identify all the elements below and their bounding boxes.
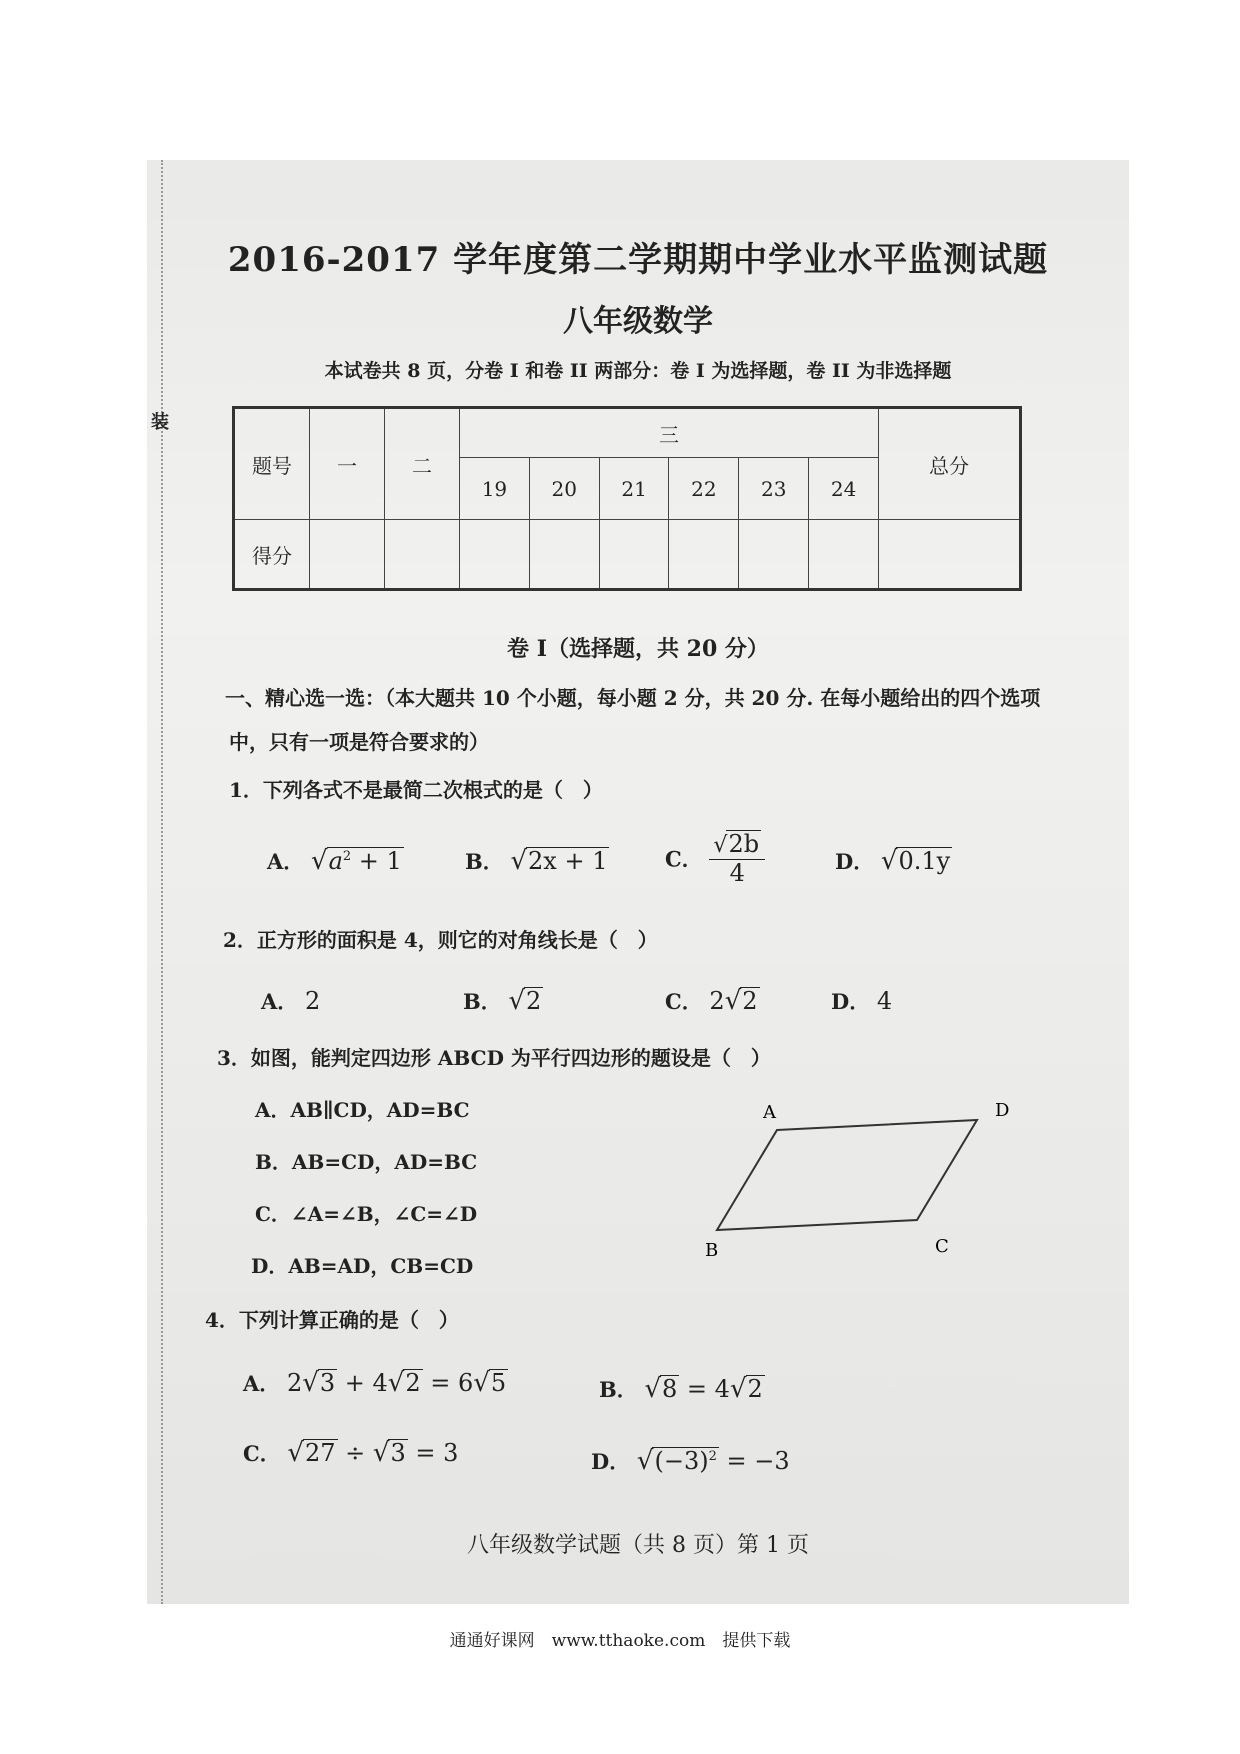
- option-value: 27: [304, 1439, 336, 1467]
- option-operator: =: [422, 1369, 459, 1397]
- option-value: = 3: [407, 1439, 459, 1467]
- score-cell: [669, 520, 739, 590]
- option-label: A．: [261, 989, 299, 1014]
- option-value: 3: [390, 1439, 406, 1467]
- option-operator: =: [679, 1375, 715, 1403]
- option-value: 2x + 1: [528, 847, 608, 875]
- question-3-stem: 3．如图，能判定四边形 ABCD 为平行四边形的题设是（ ）: [217, 1046, 771, 1070]
- exam-sheet: [147, 160, 1129, 1604]
- option-value: 8: [662, 1375, 678, 1403]
- question-4-option-d: D． $√(-3)^2 = -3$: [591, 1446, 790, 1476]
- score-cell: [460, 520, 530, 590]
- option-value: (−3): [654, 1447, 709, 1475]
- score-table-col-three: 三: [460, 408, 879, 458]
- option-value: = −3: [718, 1447, 790, 1475]
- option-operator: ÷: [337, 1439, 373, 1467]
- score-table-subcol: 22: [669, 458, 739, 520]
- option-operator: +: [337, 1369, 373, 1397]
- option-value: 3: [319, 1369, 336, 1397]
- question-2-option-b: B． √2: [463, 986, 542, 1016]
- question-4-option-c: C． √27 ÷ √3 = 3: [243, 1438, 459, 1468]
- parallelogram-figure: [707, 1100, 1027, 1300]
- question-3-option-b: B．AB=CD，AD=BC: [255, 1150, 478, 1174]
- question-4-stem: 4．下列计算正确的是（ ）: [205, 1308, 459, 1332]
- score-cell: [529, 520, 599, 590]
- score-cell: [879, 520, 1021, 590]
- question-1-option-a: A． $√a^2 + 1$: [267, 846, 402, 876]
- vertex-c-label: C: [935, 1236, 949, 1257]
- option-label: B．: [599, 1377, 638, 1402]
- option-label: D．: [835, 849, 875, 874]
- question-2-option-c: C． 2√2: [665, 986, 758, 1016]
- score-table-subcol: 21: [599, 458, 669, 520]
- option-label: A．: [267, 849, 305, 874]
- question-4-option-b: B． √8 = 4√2: [599, 1374, 763, 1404]
- question-1-stem: 1．下列各式不是最简二次根式的是（ ）: [229, 778, 603, 802]
- score-table-subcol: 24: [809, 458, 879, 520]
- score-table: [232, 406, 1022, 591]
- option-label: C．: [665, 846, 703, 872]
- score-cell: [385, 520, 460, 590]
- option-value: 4: [729, 858, 745, 887]
- section-instruction: 一、精心选一选：（本大题共 10 个小题，每小题 2 分，共 20 分. 在每小题给出的四个选项: [225, 686, 1041, 710]
- score-table-col-two: 二: [385, 408, 460, 520]
- option-value: 4: [372, 1369, 388, 1397]
- binding-label: 装: [151, 412, 169, 433]
- score-cell: [739, 520, 809, 590]
- option-value: + 1: [351, 847, 402, 875]
- option-value: 2: [709, 987, 725, 1015]
- option-value: 2: [526, 987, 542, 1015]
- download-watermark: 通通好课网 www.tthaoke.com 提供下载: [449, 1631, 791, 1651]
- option-value: 2: [286, 1369, 303, 1397]
- option-value: 2: [747, 1375, 763, 1403]
- option-value: 2: [742, 987, 758, 1015]
- score-cell: [599, 520, 669, 590]
- exam-title: 2016-2017 学年度第二学期期中学业水平监测试题: [227, 240, 1049, 280]
- vertex-b-label: B: [705, 1240, 719, 1261]
- option-value: 2b: [728, 830, 760, 858]
- option-label: B．: [465, 849, 504, 874]
- score-cell: [310, 520, 385, 590]
- option-label: B．: [463, 989, 502, 1014]
- question-3-option-a: A．AB∥CD，AD=BC: [255, 1098, 470, 1122]
- score-table-subcol: 20: [529, 458, 599, 520]
- question-4-option-a: A． 2√3 + 4√2 = 6√5: [243, 1368, 507, 1398]
- score-cell: [809, 520, 879, 590]
- option-value: a: [328, 847, 343, 875]
- option-label: D．: [591, 1449, 631, 1474]
- option-value: 5: [490, 1369, 507, 1397]
- page-footer: 八年级数学试题（共 8 页）第 1 页: [467, 1533, 809, 1558]
- question-3-option-c: C．∠A=∠B，∠C=∠D: [255, 1202, 478, 1226]
- question-2-stem: 2．正方形的面积是 4，则它的对角线长是（ ）: [223, 928, 658, 952]
- score-table-question-label: 题号: [234, 408, 310, 520]
- section-instruction-cont: 中，只有一项是符合要求的）: [229, 730, 489, 754]
- score-table-subcol: 23: [739, 458, 809, 520]
- option-label: C．: [665, 989, 703, 1014]
- score-table-col-one: 一: [310, 408, 385, 520]
- exam-note: 本试卷共 8 页，分卷 I 和卷 II 两部分：卷 I 为选择题，卷 II 为非选择题: [324, 360, 952, 382]
- parallelogram-abcd: [717, 1120, 977, 1230]
- option-value: 4: [714, 1375, 730, 1403]
- vertex-d-label: D: [995, 1100, 1010, 1121]
- question-2-option-d: [831, 986, 892, 1016]
- option-value: 4: [876, 987, 893, 1015]
- option-exponent: 2: [708, 1449, 717, 1464]
- question-2-option-a: [261, 986, 320, 1016]
- question-1-option-b: B． √2x + 1: [465, 846, 608, 876]
- section-title: 卷 I（选择题，共 20 分）: [507, 636, 769, 662]
- option-label: C．: [243, 1441, 281, 1466]
- exam-subject: 八年级数学: [563, 304, 713, 339]
- vertex-a-label: A: [763, 1102, 776, 1123]
- option-value: 0.1y: [898, 847, 951, 875]
- score-table-subcol: 19: [460, 458, 530, 520]
- question-3-option-d: D．AB=AD，CB=CD: [251, 1254, 474, 1278]
- question-1-option-c: C． $\frac{√2b}{4}$: [665, 830, 765, 887]
- score-table-score-label: 得分: [234, 520, 310, 590]
- option-label: D．: [831, 989, 871, 1014]
- option-value: 2: [405, 1369, 421, 1397]
- question-1-option-d: D． √0.1y: [835, 846, 951, 876]
- option-value: 2: [304, 987, 321, 1015]
- option-value: 6: [458, 1369, 474, 1397]
- score-table-total-label: 总分: [879, 408, 1021, 520]
- option-label: A．: [243, 1371, 281, 1396]
- option-exponent: 2: [342, 849, 352, 864]
